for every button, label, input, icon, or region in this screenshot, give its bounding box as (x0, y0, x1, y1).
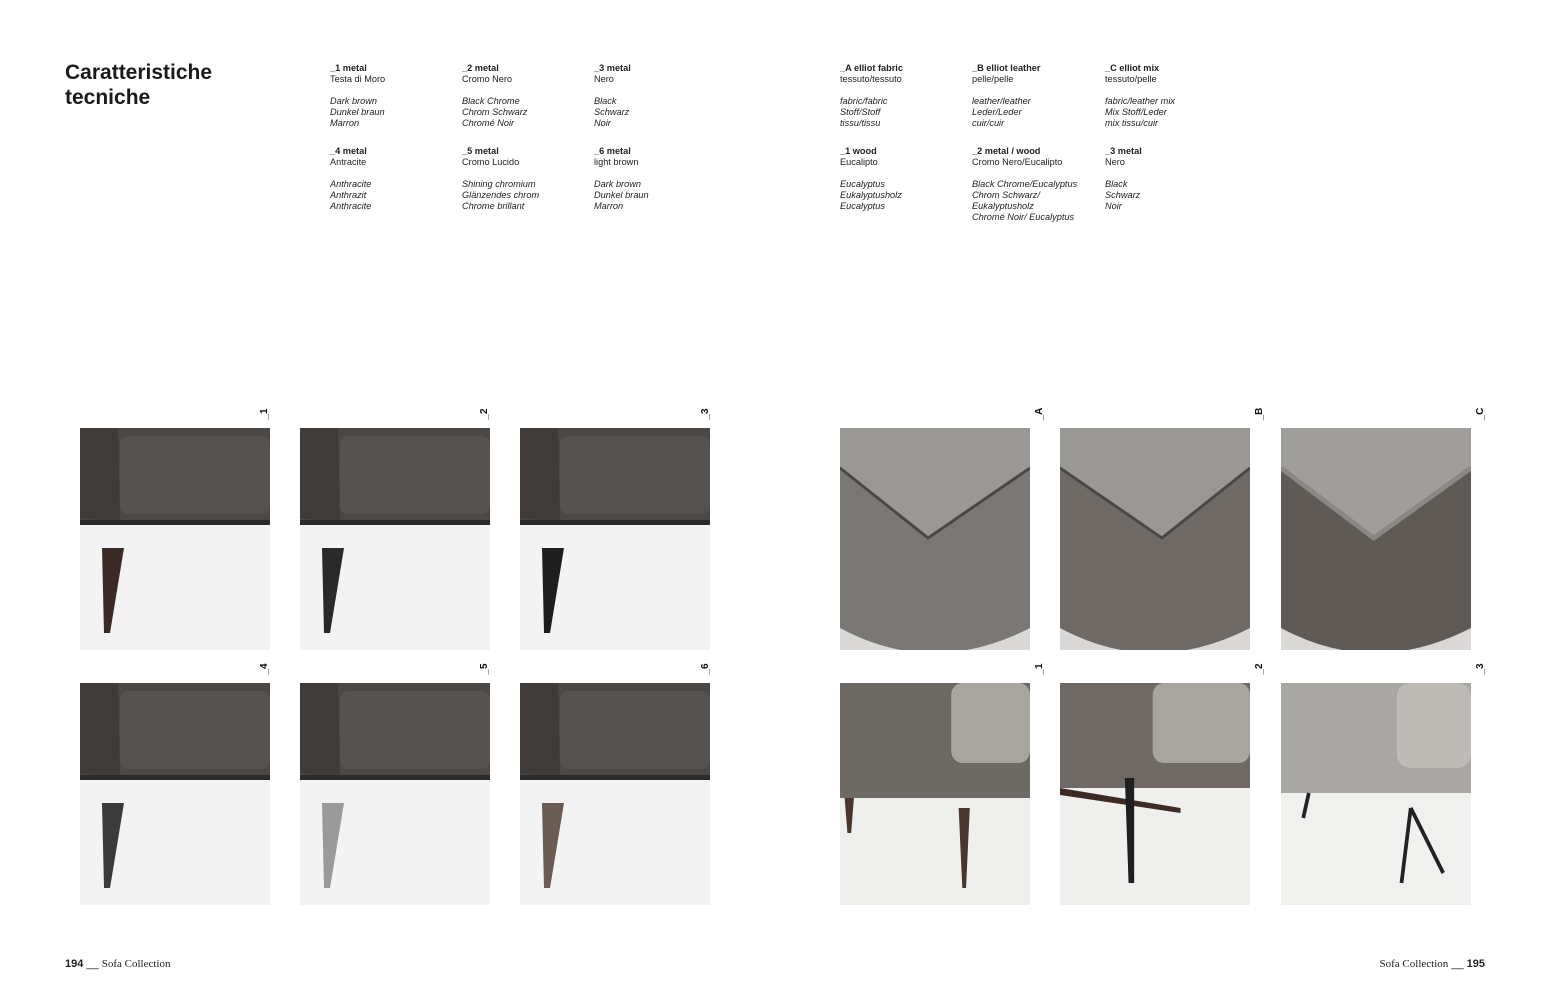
spec-elliot-mix (1105, 63, 1230, 129)
photo-label: _1 (1034, 663, 1045, 675)
spec-metal-2 (462, 63, 587, 129)
spec-translations: Black Schwarz Noir (594, 96, 630, 128)
collection-name: Sofa Collection (101, 958, 171, 970)
leg-photo-6 (520, 683, 710, 905)
base-photo-2 (1060, 683, 1250, 905)
spec-wood-1 (840, 146, 965, 212)
page-number: 195 (1466, 958, 1485, 970)
collection-name: Sofa Collection (1379, 958, 1449, 970)
footer-separator: __ (86, 958, 99, 970)
spec-name: tessuto/tessuto (840, 74, 902, 84)
photo-label: _2 (1254, 663, 1265, 675)
spec-code: _3 metal (1105, 146, 1142, 156)
spec-name: Cromo Nero/Eucalipto (972, 157, 1063, 167)
spec-name: Cromo Lucido (462, 157, 520, 167)
spec-code: _2 metal (462, 63, 499, 73)
spec-translations: Dark brown Dunkel braun Marron (594, 179, 649, 211)
photo-label: _5 (479, 663, 490, 675)
spec-translations: fabric/leather mix Mix Stoff/Leder mix tissu/cuir (1105, 96, 1175, 128)
spec-elliot-fabric (840, 63, 965, 129)
photo-label: _6 (700, 663, 711, 675)
photo-label: _3 (1475, 663, 1486, 675)
photo-label: _2 (479, 408, 490, 420)
spec-translations: Anthracite Anthrazit Anthracite (330, 179, 372, 211)
spec-name: Nero (1105, 157, 1125, 167)
spec-translations: Eucalyptus Eukalyptusholz Eucalyptus (840, 179, 902, 211)
spec-metal-1 (330, 63, 455, 129)
upholstery-photo-a (840, 428, 1030, 650)
photo-label: _A (1034, 407, 1045, 421)
spec-name: Nero (594, 74, 614, 84)
spec-code: _4 metal (330, 146, 367, 156)
footer-left (65, 958, 170, 970)
spec-code: _B elliot leather (972, 63, 1041, 73)
spec-metal-6 (594, 146, 719, 212)
spec-metal-3 (594, 63, 719, 129)
spec-translations: Dark brown Dunkel braun Marron (330, 96, 385, 128)
spec-name: light brown (594, 157, 639, 167)
spec-code: _5 metal (462, 146, 499, 156)
spec-name: Antracite (330, 157, 367, 167)
leg-photo-4 (80, 683, 270, 905)
leg-photo-3 (520, 428, 710, 650)
spec-metal-3-right (1105, 146, 1230, 212)
spec-metal-wood-2 (972, 146, 1097, 223)
spec-translations: Shining chromium Glänzendes chrom Chrome brillant (462, 179, 540, 211)
spec-code: _6 metal (594, 146, 631, 156)
spec-translations: Black Chrome Chrom Schwarz Chromé Noir (462, 96, 528, 128)
footer-right (1380, 958, 1485, 970)
spec-metal-4 (330, 146, 455, 212)
spec-code: _A elliot fabric (840, 63, 903, 73)
base-photo-3 (1281, 683, 1471, 905)
page-title: Caratteristiche tecniche (65, 61, 213, 109)
spec-metal-5 (462, 146, 587, 212)
page-number: 194 (65, 958, 84, 970)
photo-label: _1 (259, 408, 270, 420)
spec-translations: Black Schwarz Noir (1105, 179, 1141, 211)
spec-translations: leather/leather Leder/Leder cuir/cuir (972, 96, 1031, 128)
spec-code: _C elliot mix (1105, 63, 1160, 73)
spec-name: tessuto/pelle (1105, 74, 1157, 84)
photo-label: _3 (700, 408, 711, 420)
upholstery-photo-b (1060, 428, 1250, 650)
photo-label: _4 (259, 663, 270, 675)
leg-photo-2 (300, 428, 490, 650)
spec-code: _2 metal / wood (972, 146, 1041, 156)
spec-code: _1 wood (840, 146, 877, 156)
spec-translations: Black Chrome/Eucalyptus Chrom Schwarz/ Eukalyptusholz Chromé Noir/ Eucalyptus (972, 179, 1078, 222)
spec-code: _1 metal (330, 63, 367, 73)
spec-name: Testa di Moro (330, 74, 386, 84)
upholstery-photo-c (1281, 428, 1471, 650)
spec-code: _3 metal (594, 63, 631, 73)
leg-photo-5 (300, 683, 490, 905)
spec-name: pelle/pelle (972, 74, 1014, 84)
footer-separator: __ (1451, 958, 1464, 970)
spec-translations: fabric/fabric Stoff/Stoff tissu/tissu (840, 96, 888, 128)
photo-label: _B (1254, 407, 1265, 421)
photo-label: _C (1475, 407, 1486, 421)
spec-elliot-leather (972, 63, 1097, 129)
spec-name: Eucalipto (840, 157, 878, 167)
base-photo-1 (840, 683, 1030, 905)
leg-photo-1 (80, 428, 270, 650)
spec-name: Cromo Nero (462, 74, 513, 84)
